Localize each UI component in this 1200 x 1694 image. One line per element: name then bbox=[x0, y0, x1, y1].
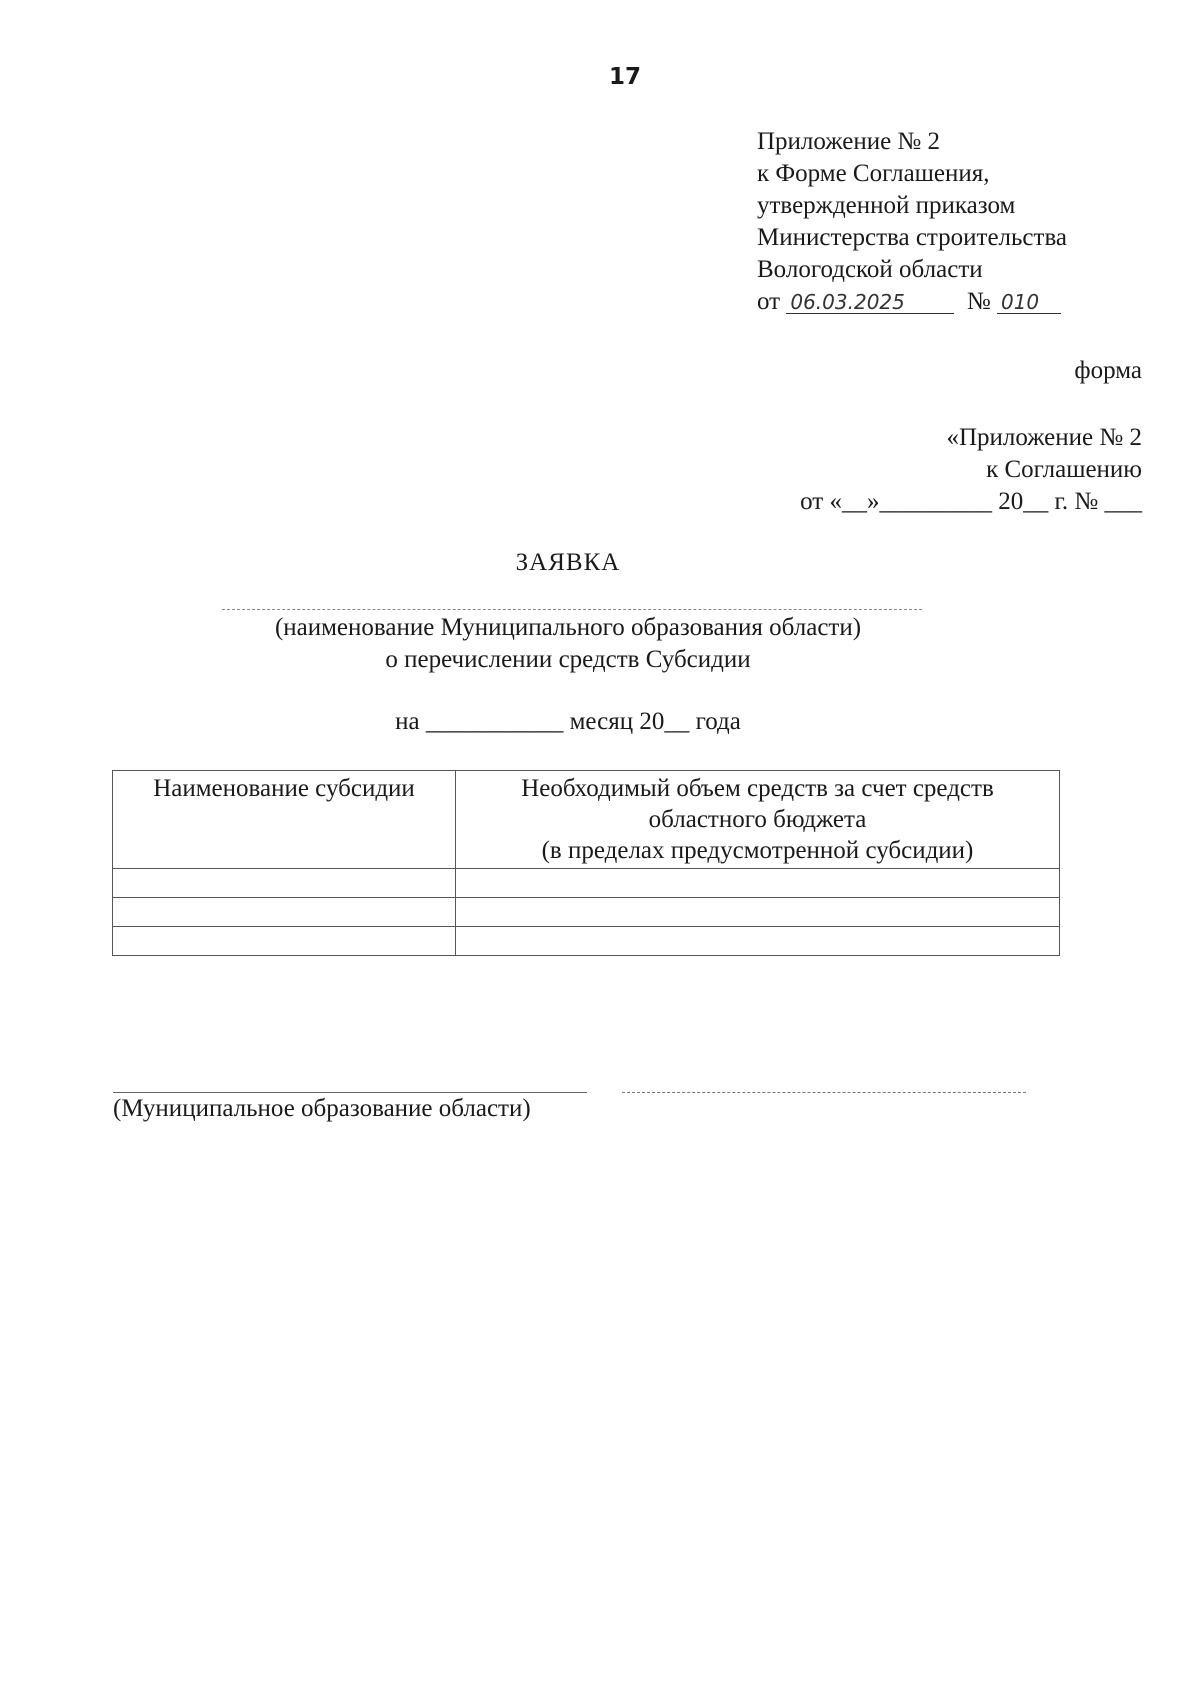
table-cell bbox=[456, 927, 1060, 956]
form-label: форма bbox=[1074, 357, 1142, 384]
number-prefix: № bbox=[966, 288, 991, 315]
document-title: ЗАЯВКА bbox=[515, 549, 621, 576]
header-line: областного бюджета bbox=[648, 806, 867, 833]
approval-line: утвержденной приказом bbox=[757, 192, 1016, 219]
annex-line: к Соглашению bbox=[986, 456, 1142, 483]
header-required-amount bbox=[456, 771, 1060, 869]
table-cell bbox=[113, 927, 456, 956]
approval-line: Приложение № 2 bbox=[757, 128, 941, 155]
approval-line: Министерства строительства bbox=[757, 224, 1068, 251]
table-cell bbox=[113, 869, 456, 898]
subsidy-table bbox=[112, 770, 1060, 956]
table-row bbox=[113, 927, 1060, 956]
handwritten-number: 010 bbox=[997, 291, 1061, 314]
table-cell bbox=[113, 898, 456, 927]
table-header-row bbox=[113, 771, 1060, 869]
handwritten-date: 06.03.2025 bbox=[786, 291, 954, 314]
annex-line: «Приложение № 2 bbox=[946, 424, 1142, 451]
table-row bbox=[113, 898, 1060, 927]
annex-block bbox=[800, 422, 1142, 518]
approval-block bbox=[757, 126, 1067, 318]
date-prefix: от bbox=[757, 288, 781, 315]
approval-line: к Форме Соглашения, bbox=[757, 160, 990, 187]
municipality-name-line bbox=[222, 609, 922, 610]
period-line: на ___________ месяц 20__ года bbox=[395, 708, 741, 735]
header-line: (в пределах предусмотренной субсидии) bbox=[541, 837, 974, 864]
signature-line-municipality bbox=[113, 1092, 587, 1093]
subtitle-block bbox=[0, 612, 1136, 676]
signature-line-signer bbox=[622, 1092, 1026, 1093]
header-line: Необходимый объем средств за счет средств bbox=[521, 775, 994, 802]
table-cell bbox=[456, 898, 1060, 927]
subtitle-line: о перечислении средств Субсидии bbox=[385, 646, 751, 673]
subtitle-line: (наименование Муниципального образования области) bbox=[274, 614, 862, 641]
approval-date-line bbox=[757, 286, 1067, 318]
table-cell bbox=[456, 869, 1060, 898]
approval-line: Вологодской области bbox=[757, 256, 983, 283]
table-row bbox=[113, 869, 1060, 898]
page-number: 17 bbox=[608, 64, 641, 90]
annex-date-line: от «__»_________ 20__ г. № ___ bbox=[800, 488, 1142, 515]
signature-caption: (Муниципальное образование области) bbox=[113, 1095, 531, 1122]
header-subsidy-name: Наименование субсидии bbox=[113, 771, 456, 869]
